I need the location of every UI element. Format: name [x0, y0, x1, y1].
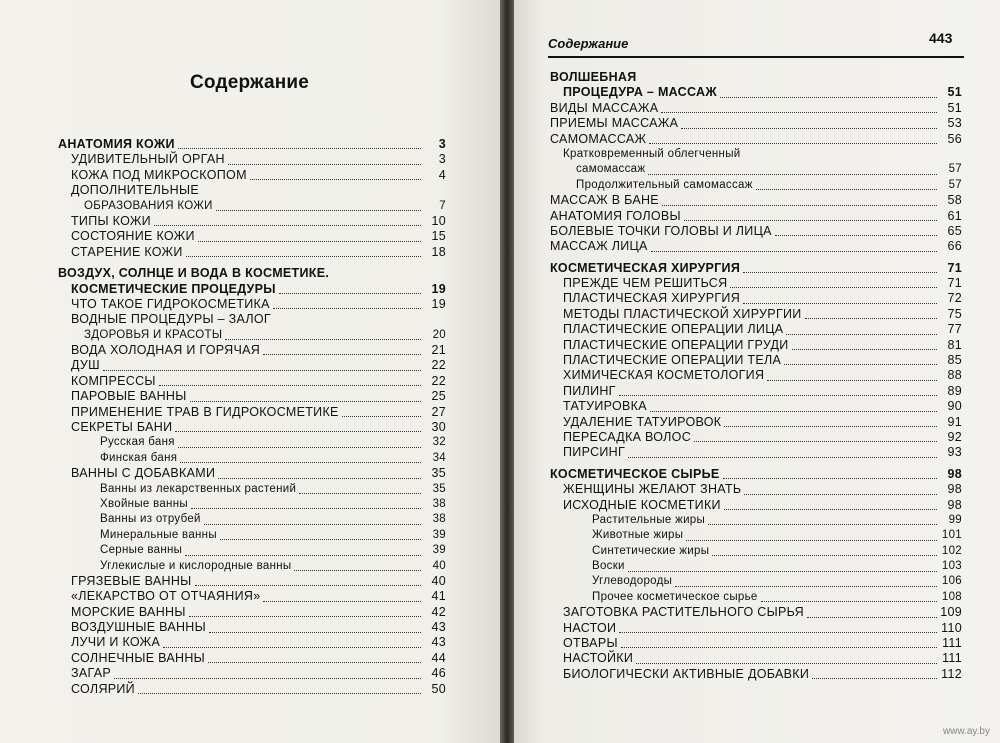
dot-leader	[198, 241, 421, 242]
toc-entry-page: 15	[431, 229, 446, 244]
header-rule	[548, 56, 964, 58]
toc-entry-page: 85	[947, 353, 962, 368]
toc-entry-page: 4	[438, 167, 446, 182]
toc-entry-page: 18	[431, 244, 446, 259]
toc-entry-title: ПРЕЖДЕ ЧЕМ РЕШИТЬСЯ	[563, 276, 728, 291]
dot-leader	[190, 401, 421, 402]
dot-leader	[180, 462, 421, 463]
dot-leader	[209, 632, 421, 633]
toc-entry	[550, 445, 962, 460]
dot-leader	[195, 585, 421, 586]
toc-entry	[58, 137, 446, 152]
toc-entry	[550, 70, 962, 85]
dot-leader	[648, 174, 937, 175]
toc-entry-page: 3	[438, 136, 446, 151]
toc-entry-page: 77	[947, 322, 962, 337]
toc-entry	[58, 229, 446, 244]
book-spine-gutter	[500, 0, 514, 743]
dot-leader	[250, 179, 421, 180]
toc-entry-page: 57	[948, 163, 962, 176]
toc-entry-title: ПАРОВЫЕ ВАННЫ	[71, 389, 187, 404]
toc-entry	[550, 307, 962, 322]
toc-entry-page: 34	[432, 451, 446, 464]
toc-entry-page: 41	[431, 589, 446, 604]
toc-entry-page: 93	[947, 445, 962, 460]
toc-entry	[550, 178, 962, 193]
toc-entry-page: 90	[947, 399, 962, 414]
toc-entry-page: 21	[431, 343, 446, 358]
toc-entry-title: ОТВАРЫ	[563, 636, 618, 651]
dot-leader	[767, 380, 937, 381]
toc-entry-page: 98	[947, 482, 962, 497]
toc-entry-title: ДУШ	[71, 358, 100, 373]
dot-leader	[805, 318, 937, 319]
toc-entry	[58, 451, 446, 466]
toc-entry	[58, 183, 446, 198]
toc-entry-title: СТАРЕНИЕ КОЖИ	[71, 244, 183, 259]
toc-entry	[550, 544, 962, 559]
toc-entry	[58, 682, 446, 697]
toc-entry-title: ВАННЫ С ДОБАВКАМИ	[71, 466, 216, 481]
dot-leader	[216, 210, 421, 211]
toc-entry	[550, 430, 962, 445]
toc-entry-page: 88	[947, 368, 962, 383]
toc-entry-title: ХИМИЧЕСКАЯ КОСМЕТОЛОГИЯ	[563, 368, 765, 383]
toc-entry	[58, 559, 446, 574]
dot-leader	[621, 647, 937, 648]
toc-entry-title: МОРСКИЕ ВАННЫ	[71, 604, 186, 619]
toc-entry	[58, 466, 446, 481]
dot-leader	[743, 272, 937, 273]
toc-entry	[58, 435, 446, 450]
toc-entry	[550, 415, 962, 430]
toc-entry-title: ВОДНЫЕ ПРОЦЕДУРЫ – ЗАЛОГ	[71, 312, 271, 327]
dot-leader	[619, 632, 937, 633]
toc-entry	[58, 358, 446, 373]
toc-entry-title: ДОПОЛНИТЕЛЬНЫЕ	[71, 183, 199, 198]
toc-entry	[550, 276, 962, 291]
toc-entry-page: 51	[947, 85, 962, 100]
toc-entry-page: 32	[432, 436, 446, 449]
toc-entry	[58, 152, 446, 167]
dot-leader	[218, 478, 421, 479]
dot-leader	[743, 303, 937, 304]
toc-entry-page: 44	[431, 650, 446, 665]
toc-entry-title: КОСМЕТИЧЕСКОЕ СЫРЬЕ	[550, 466, 720, 481]
toc-entry-title: МЕТОДЫ ПЛАСТИЧЕСКОЙ ХИРУРГИИ	[563, 306, 802, 321]
toc-entry-title: Ванны из отрубей	[100, 513, 201, 526]
toc-entry-page: 72	[947, 291, 962, 306]
toc-entry-title: КОСМЕТИЧЕСКИЕ ПРОЦЕДУРЫ	[71, 281, 276, 296]
dot-leader	[189, 616, 421, 617]
dot-leader	[185, 555, 421, 556]
toc-entry-title: Хвойные ванны	[100, 497, 188, 510]
dot-leader	[786, 334, 937, 335]
toc-entry	[58, 651, 446, 666]
dot-leader	[675, 586, 937, 587]
dot-leader	[650, 411, 937, 412]
dot-leader	[724, 509, 937, 510]
toc-entry-page: 111	[942, 636, 962, 651]
dot-leader	[191, 508, 421, 509]
toc-entry	[550, 575, 962, 590]
toc-entry-title: Русская баня	[100, 436, 175, 449]
dot-leader	[807, 617, 937, 618]
toc-entry-page: 22	[431, 373, 446, 388]
toc-entry-title: ПЛАСТИЧЕСКИЕ ОПЕРАЦИИ ГРУДИ	[563, 337, 789, 352]
toc-entry-title: ВОДА ХОЛОДНАЯ И ГОРЯЧАЯ	[71, 343, 261, 358]
dot-leader	[684, 220, 937, 221]
dot-leader	[225, 339, 421, 340]
dot-leader	[175, 431, 421, 432]
toc-entry-page: 89	[947, 383, 962, 398]
toc-entry-page: 71	[947, 260, 962, 275]
toc-entry-title: ВОЛШЕБНАЯ	[550, 69, 637, 84]
dot-leader	[651, 251, 937, 252]
toc-entry	[550, 467, 962, 482]
toc-entry-title: МАССАЖ В БАНЕ	[550, 193, 659, 208]
toc-entry-title: Ванны из лекарственных растений	[100, 482, 297, 495]
dot-leader	[775, 235, 937, 236]
toc-entry-title: ВИДЫ МАССАЖА	[550, 100, 659, 115]
dot-leader	[204, 524, 421, 525]
dot-leader	[792, 349, 937, 350]
toc-entry-page: 40	[432, 559, 446, 572]
toc-entry	[550, 399, 962, 414]
toc-entry-title: АНАТОМИЯ ГОЛОВЫ	[550, 208, 681, 223]
dot-leader	[208, 662, 421, 663]
dot-leader	[649, 143, 937, 144]
toc-entry-title: ЗАГАР	[71, 666, 111, 681]
toc-entry	[58, 512, 446, 527]
toc-entry-title: Растительные жиры	[592, 513, 706, 526]
toc-entry-title: самомассаж	[576, 163, 646, 176]
dot-leader	[628, 457, 937, 458]
toc-entry-title: Продолжительный самомассаж	[576, 178, 753, 191]
dot-leader	[159, 385, 421, 386]
toc-entry	[58, 168, 446, 183]
dot-leader	[299, 493, 421, 494]
toc-entry	[58, 245, 446, 260]
toc-entry-title: ГРЯЗЕВЫЕ ВАННЫ	[71, 573, 192, 588]
toc-entry	[550, 261, 962, 276]
dot-leader	[138, 693, 421, 694]
toc-entry	[58, 636, 446, 651]
toc-entry-title: ПИЛИНГ	[563, 383, 616, 398]
toc-entry	[58, 297, 446, 312]
toc-entry-title: СОСТОЯНИЕ КОЖИ	[71, 229, 195, 244]
toc-entry-page: 19	[431, 296, 446, 311]
toc-entry-title: Воски	[592, 560, 625, 573]
dot-leader	[761, 601, 937, 602]
toc-entry-page: 40	[431, 573, 446, 588]
toc-entry	[550, 224, 962, 239]
toc-entry-title: ПРИМЕНЕНИЕ ТРАВ В ГИДРОКОСМЕТИКЕ	[71, 404, 339, 419]
toc-entry	[550, 338, 962, 353]
toc-entry	[550, 636, 962, 651]
toc-entry-title: ПИРСИНГ	[563, 445, 626, 460]
dot-leader	[103, 370, 421, 371]
toc-entry	[58, 282, 446, 297]
dot-leader	[681, 128, 937, 129]
toc-entry	[550, 162, 962, 177]
toc-entry-title: НАСТОИ	[563, 620, 617, 635]
toc-entry-title: ПЕРЕСАДКА ВОЛОС	[563, 429, 692, 444]
toc-entry-page: 7	[439, 199, 446, 212]
toc-entry-page: 46	[431, 666, 446, 681]
toc-entry	[58, 374, 446, 389]
toc-entry-page: 71	[947, 276, 962, 291]
dot-leader	[163, 647, 421, 648]
toc-entry-page: 43	[431, 635, 446, 650]
toc-entry-title: Минеральные ванны	[100, 528, 217, 541]
toc-entry-page: 19	[431, 281, 446, 296]
toc-entry-page: 25	[431, 389, 446, 404]
toc-entry-page: 35	[432, 482, 446, 495]
toc-entry-page: 10	[431, 213, 446, 228]
toc-entry-title: ПЛАСТИЧЕСКИЕ ОПЕРАЦИИ ТЕЛА	[563, 353, 782, 368]
toc-entry-title: ВОЗДУШНЫЕ ВАННЫ	[71, 620, 206, 635]
toc-entry-page: 39	[432, 544, 446, 557]
toc-entry-page: 3	[438, 152, 446, 167]
dot-leader	[724, 426, 937, 427]
toc-entry-title: УДИВИТЕЛЬНЫЙ ОРГАН	[71, 152, 225, 167]
toc-entry	[58, 328, 446, 343]
toc-entry-title: АНАТОМИЯ КОЖИ	[58, 136, 175, 151]
toc-entry-title: САМОМАССАЖ	[550, 131, 647, 146]
toc-entry-title: БОЛЕВЫЕ ТОЧКИ ГОЛОВЫ И ЛИЦА	[550, 223, 772, 238]
toc-entry-page: 58	[947, 193, 962, 208]
dot-leader	[279, 293, 421, 294]
dot-leader	[661, 112, 937, 113]
toc-entry	[550, 590, 962, 605]
dot-leader	[220, 539, 421, 540]
dot-leader	[619, 395, 937, 396]
dot-leader	[342, 416, 421, 417]
toc-entry-page: 57	[948, 178, 962, 191]
toc-entry	[58, 589, 446, 604]
toc-entry-page: 109	[940, 605, 962, 620]
toc-entry	[550, 384, 962, 399]
running-head: Содержание	[548, 36, 629, 51]
toc-entry	[550, 291, 962, 306]
toc-entry	[58, 497, 446, 512]
toc-entry-page: 39	[432, 528, 446, 541]
toc-entry-title: УДАЛЕНИЕ ТАТУИРОВОК	[563, 414, 722, 429]
toc-entry-title: Углекислые и кислородные ванны	[100, 559, 292, 572]
toc-entry-title: ЗДОРОВЬЯ И КРАСОТЫ	[84, 328, 223, 341]
toc-entry-page: 35	[431, 466, 446, 481]
dot-leader	[636, 663, 937, 664]
toc-entry	[550, 559, 962, 574]
dot-leader	[178, 447, 421, 448]
toc-entry-page: 53	[947, 116, 962, 131]
toc-entry-title: ПЛАСТИЧЕСКАЯ ХИРУРГИЯ	[563, 291, 741, 306]
toc-entry-title: СЕКРЕТЫ БАНИ	[71, 420, 173, 435]
dot-leader	[228, 164, 421, 165]
toc-entry-title: ТИПЫ КОЖИ	[71, 213, 151, 228]
dot-leader	[273, 308, 421, 309]
toc-entry-title: КОСМЕТИЧЕСКАЯ ХИРУРГИЯ	[550, 260, 741, 275]
dot-leader	[662, 205, 937, 206]
toc-entry	[58, 482, 446, 497]
toc-entry	[550, 621, 962, 636]
toc-entry	[58, 543, 446, 558]
dot-leader	[628, 571, 937, 572]
toc-entry-page: 61	[947, 208, 962, 223]
dot-leader	[723, 478, 937, 479]
toc-entry-page: 56	[947, 131, 962, 146]
toc-entry-page: 51	[947, 100, 962, 115]
toc-entry-title: ЗАГОТОВКА РАСТИТЕЛЬНОГО СЫРЬЯ	[563, 605, 804, 620]
toc-entry-title: БИОЛОГИЧЕСКИ АКТИВНЫЕ ДОБАВКИ	[563, 666, 810, 681]
toc-entry-page: 42	[431, 604, 446, 619]
toc-entry-page: 91	[947, 414, 962, 429]
toc-entry	[550, 605, 962, 620]
toc-entry	[58, 528, 446, 543]
toc-entry-title: Кратковременный облегченный	[563, 147, 741, 160]
toc-entry-title: ПРИЕМЫ МАССАЖА	[550, 116, 679, 131]
toc-entry-page: 43	[431, 620, 446, 635]
toc-entry-title: МАССАЖ ЛИЦА	[550, 239, 648, 254]
toc-entry-page: 22	[431, 358, 446, 373]
dot-leader	[263, 354, 421, 355]
toc-entry-title: ПЛАСТИЧЕСКИЕ ОПЕРАЦИИ ЛИЦА	[563, 322, 784, 337]
dot-leader	[154, 225, 421, 226]
toc-entry	[550, 116, 962, 131]
page-number: 443	[929, 30, 953, 46]
toc-entry-page: 106	[941, 575, 962, 588]
dot-leader	[784, 364, 937, 365]
toc-entry-page: 81	[947, 337, 962, 352]
toc-entry	[550, 513, 962, 528]
toc-entry	[550, 147, 962, 162]
toc-entry-title: ПРОЦЕДУРА – МАССАЖ	[563, 85, 717, 100]
toc-list-right	[550, 70, 962, 682]
right-page	[514, 0, 1000, 743]
toc-entry-title: КОМПРЕССЫ	[71, 373, 156, 388]
toc-entry-title: ТАТУИРОВКА	[563, 399, 647, 414]
toc-title: Содержание	[190, 72, 310, 93]
toc-entry	[58, 214, 446, 229]
dot-leader	[744, 494, 937, 495]
toc-entry	[550, 528, 962, 543]
toc-entry	[550, 85, 962, 100]
toc-entry-title: Финская баня	[100, 451, 178, 464]
toc-entry-page: 99	[948, 513, 962, 526]
toc-entry-page: 98	[947, 466, 962, 481]
watermark: www.ay.by	[942, 726, 990, 737]
toc-entry-page: 38	[432, 497, 446, 510]
toc-entry	[550, 368, 962, 383]
toc-entry	[58, 420, 446, 435]
toc-entry-page: 50	[431, 681, 446, 696]
toc-entry	[58, 605, 446, 620]
toc-entry	[58, 574, 446, 589]
dot-leader	[756, 189, 937, 190]
dot-leader	[294, 570, 421, 571]
toc-entry	[550, 132, 962, 147]
toc-entry-title: Животные жиры	[592, 529, 684, 542]
toc-entry-page: 66	[947, 239, 962, 254]
toc-entry-title: Углеводороды	[592, 575, 673, 588]
toc-entry-page: 65	[947, 223, 962, 238]
dot-leader	[114, 678, 421, 679]
toc-entry-page: 112	[941, 666, 962, 681]
toc-entry	[550, 498, 962, 513]
toc-entry	[550, 651, 962, 666]
toc-entry-title: ЖЕНЩИНЫ ЖЕЛАЮТ ЗНАТЬ	[563, 482, 742, 497]
toc-entry-page: 98	[947, 497, 962, 512]
toc-entry-title: Синтетические жиры	[592, 544, 710, 557]
toc-entry	[58, 199, 446, 214]
toc-entry-page: 103	[941, 560, 962, 573]
toc-entry-title: ВОЗДУХ, СОЛНЦЕ И ВОДА В КОСМЕТИКЕ.	[58, 266, 330, 281]
toc-entry	[58, 343, 446, 358]
toc-entry-page: 111	[942, 651, 962, 666]
dot-leader	[263, 601, 421, 602]
dot-leader	[812, 678, 937, 679]
dot-leader	[730, 287, 937, 288]
toc-entry-title: КОЖА ПОД МИКРОСКОПОМ	[71, 167, 247, 182]
toc-entry	[550, 667, 962, 682]
toc-entry-title: Прочее косметическое сырье	[592, 590, 758, 603]
toc-entry	[550, 193, 962, 208]
toc-entry-title: НАСТОЙКИ	[563, 651, 634, 666]
toc-entry	[58, 666, 446, 681]
toc-entry	[58, 266, 446, 281]
toc-list-left	[58, 131, 446, 697]
toc-entry-title: СОЛЯРИЙ	[71, 681, 135, 696]
toc-entry	[58, 312, 446, 327]
toc-entry-page: 92	[947, 429, 962, 444]
dot-leader	[708, 524, 937, 525]
toc-entry	[58, 389, 446, 404]
toc-entry	[550, 101, 962, 116]
toc-entry-page: 108	[941, 590, 962, 603]
toc-entry	[550, 209, 962, 224]
toc-entry	[550, 353, 962, 368]
toc-entry-page: 30	[431, 420, 446, 435]
toc-entry-page: 102	[941, 544, 962, 557]
toc-entry	[58, 620, 446, 635]
toc-entry-page: 110	[941, 620, 962, 635]
dot-leader	[178, 148, 421, 149]
toc-entry	[550, 239, 962, 254]
dot-leader	[712, 555, 937, 556]
toc-entry-page: 20	[432, 328, 446, 341]
toc-entry-page: 38	[432, 513, 446, 526]
toc-entry-title: ЧТО ТАКОЕ ГИДРОКОСМЕТИКА	[71, 296, 270, 311]
toc-entry	[58, 405, 446, 420]
dot-leader	[694, 441, 937, 442]
dot-leader	[686, 540, 937, 541]
dot-leader	[186, 256, 421, 257]
toc-entry-page: 101	[941, 529, 962, 542]
toc-entry-title: СОЛНЕЧНЫЕ ВАННЫ	[71, 650, 206, 665]
toc-entry	[550, 482, 962, 497]
toc-entry-title: ОБРАЗОВАНИЯ КОЖИ	[84, 199, 213, 212]
toc-entry-title: ЛУЧИ И КОЖА	[71, 635, 161, 650]
toc-entry-page: 75	[947, 306, 962, 321]
toc-entry-title: ИСХОДНЫЕ КОСМЕТИКИ	[563, 497, 721, 512]
toc-entry-title: «ЛЕКАРСТВО ОТ ОТЧАЯНИЯ»	[71, 589, 261, 604]
toc-entry-title: Серные ванны	[100, 544, 183, 557]
dot-leader	[720, 97, 937, 98]
toc-entry	[550, 322, 962, 337]
toc-entry-page: 27	[431, 404, 446, 419]
